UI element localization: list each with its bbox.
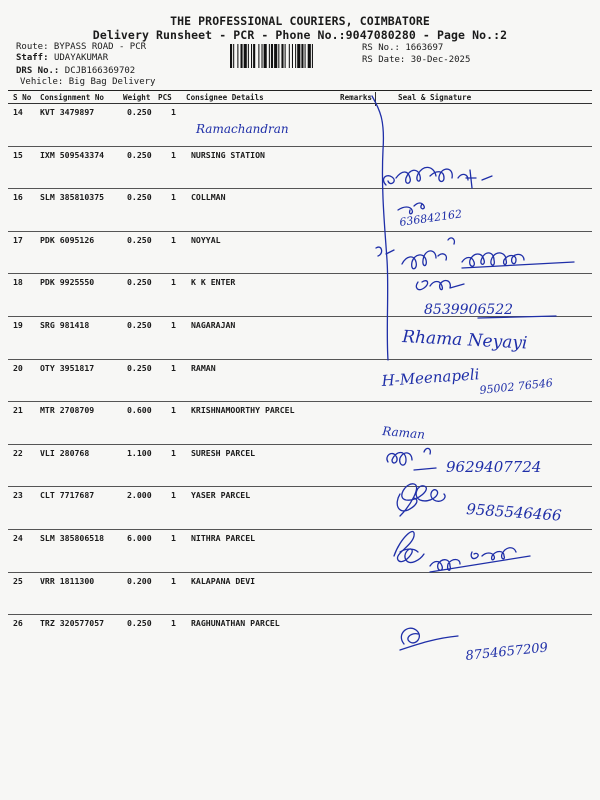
row-sno: 21 [13, 405, 23, 416]
row-pcs: 1 [171, 320, 176, 330]
row-sno: 25 [13, 575, 23, 586]
staff-value: UDAYAKUMAR [53, 53, 109, 63]
row-divider [8, 273, 592, 274]
col-header-pcs: PCS [158, 93, 172, 102]
row-divider [8, 614, 592, 615]
row-consignee: COLLMAN [191, 192, 226, 203]
barcode-bar [301, 44, 303, 68]
handwritten-name-rhama: Rhama Neyayi [401, 327, 528, 354]
handwritten-name-meena: H-Meenapeli [381, 365, 480, 390]
row-weight: 0.250 [127, 320, 152, 330]
route-text: Route: BYPASS ROAD - PCR [16, 42, 147, 52]
row-weight: 0.250 [127, 362, 152, 373]
row-divider [8, 444, 592, 445]
row-consignee: NAGARAJAN [191, 320, 236, 330]
tamil-signature-7-icon [430, 548, 530, 572]
row-consignment-no: SLM 385806518 [40, 533, 105, 543]
barcode-bar [233, 44, 234, 68]
barcode-image [230, 44, 358, 68]
barcode-bar [237, 44, 238, 68]
row-pcs: 1 [171, 447, 176, 458]
row-pcs: 1 [171, 490, 176, 501]
barcode-bar [297, 44, 300, 68]
row-pcs: 1 [171, 405, 176, 416]
row-consignment-no: PDK 9925550 [40, 277, 95, 288]
row-weight: 0.200 [127, 575, 152, 586]
row-sno: 17 [13, 234, 23, 245]
row-sno: 26 [13, 618, 23, 629]
barcode-bar [248, 44, 249, 68]
col-header-consignment: Consignment No [40, 93, 105, 102]
handwritten-name-raman: Raman [381, 424, 426, 442]
scribble-signature-3-icon [400, 628, 458, 650]
row-consignment-no: OTY 3951817 [40, 362, 95, 373]
handwritten-phone-6: 8754657209 [464, 640, 549, 664]
row-sno: 23 [13, 490, 23, 501]
row-consignee: K K ENTER [191, 277, 236, 288]
row-consignment-no: VRR 1811300 [40, 575, 95, 586]
company-title: THE PROFESSIONAL COURIERS, COIMBATORE [170, 14, 430, 28]
row-weight: 0.250 [127, 277, 152, 288]
row-consignment-no: PDK 6095126 [40, 234, 95, 245]
table-top-border [8, 90, 592, 91]
row-weight: 0.250 [127, 618, 152, 629]
row-weight: 2.000 [127, 490, 152, 501]
barcode-bar [230, 44, 232, 68]
handwritten-phone-5: 9585546466 [465, 500, 563, 525]
barcode-bar [269, 44, 270, 68]
runsheet-subtitle: Delivery Runsheet - PCR - Phone No.:9047080280 - Page No.:2 [92, 28, 508, 42]
row-weight: 0.250 [127, 234, 152, 245]
row-consignee: YASER PARCEL [191, 490, 251, 501]
row-sno: 19 [13, 320, 23, 330]
row-sno: 18 [13, 277, 23, 288]
barcode-bar [253, 44, 255, 68]
row-pcs: 1 [171, 533, 176, 543]
row-pcs: 1 [171, 575, 176, 586]
row-weight: 0.250 [127, 149, 152, 160]
row-consignee: RAMAN [191, 362, 216, 373]
row-divider [8, 401, 592, 402]
row-divider [8, 529, 592, 530]
row-consignment-no: KVT 3479897 [40, 107, 95, 117]
scribble-signature-1-icon [397, 484, 445, 516]
rs-date: RS Date: 30-Dec-2025 [362, 55, 471, 65]
row-consignment-no: TRZ 320577057 [40, 618, 105, 629]
barcode-bar [285, 44, 286, 68]
row-pcs: 1 [171, 618, 176, 629]
remarks-divider [375, 92, 376, 106]
barcode-bar [278, 44, 279, 68]
row-consignment-no: CLT 7717687 [40, 490, 95, 501]
row-sno: 14 [13, 107, 23, 117]
barcode-bar [292, 44, 293, 68]
row-consignment-no: SRG 981418 [40, 320, 90, 330]
barcode-bar [271, 44, 273, 68]
barcode-bar [264, 44, 267, 68]
row-pcs: 1 [171, 107, 176, 117]
tamil-signature-1-icon [384, 167, 492, 188]
col-header-weight: Weight [123, 93, 151, 102]
row-consignment-no: SLM 385810375 [40, 192, 105, 203]
table-header-border [8, 103, 592, 104]
row-divider [8, 572, 592, 573]
tamil-signature-4-icon [462, 253, 574, 268]
row-divider [8, 188, 592, 189]
barcode-bar [281, 44, 283, 68]
barcode-bar [308, 44, 311, 68]
tamil-signature-2-icon [398, 203, 424, 214]
scribble-signature-2-icon [394, 532, 424, 563]
row-sno: 15 [13, 149, 23, 160]
tamil-signature-3-icon [376, 238, 454, 269]
row-consignment-no: MTR 2708709 [40, 405, 95, 416]
col-header-remarks: Remarks [340, 93, 373, 102]
barcode-bar [262, 44, 263, 68]
rs-number: RS No.: 1663697 [362, 43, 444, 53]
row-consignment-no: VLI 280768 [40, 447, 90, 458]
barcode-bar [244, 44, 247, 68]
row-pcs: 1 [171, 234, 176, 245]
handwritten-phone-3: 95002 76546 [478, 376, 554, 397]
row-weight: 0.250 [127, 107, 152, 117]
row-pcs: 1 [171, 277, 176, 288]
row-weight: 6.000 [127, 533, 152, 543]
row-weight: 0.250 [127, 192, 152, 203]
vehicle-text: Vehicle: Big Bag Delivery [20, 77, 156, 87]
handwritten-phone-4: 9629407724 [446, 458, 542, 476]
col-header-seal: Seal & Signature [398, 93, 472, 102]
row-consignee: NURSING STATION [191, 149, 265, 160]
barcode-bar [312, 44, 313, 68]
handwritten-name-row14: Ramachandran [196, 122, 289, 136]
barcode-bar [274, 44, 277, 68]
row-consignee: NOYYAL [191, 234, 221, 245]
drs-value: DCJB166369702 [64, 66, 136, 76]
barcode-bar [258, 44, 259, 68]
row-consignee: RAGHUNATHAN PARCEL [191, 618, 280, 629]
diagonal-pen-stroke [372, 96, 388, 360]
staff-line [16, 53, 108, 63]
row-sno: 24 [13, 533, 23, 543]
row-consignee: KALAPANA DEVI [191, 575, 256, 586]
col-header-consignee: Consignee Details [186, 93, 264, 102]
row-divider [8, 146, 592, 147]
col-header-sno: S No [13, 93, 32, 102]
barcode-bar [289, 44, 290, 68]
row-weight: 1.100 [127, 447, 152, 458]
tamil-signature-5-icon [416, 281, 464, 290]
row-pcs: 1 [171, 149, 176, 160]
row-consignee: KRISHNAMOORTHY PARCEL [191, 405, 295, 416]
row-divider [8, 316, 592, 317]
barcode-bar [241, 44, 243, 68]
row-divider [8, 231, 592, 232]
row-sno: 16 [13, 192, 23, 203]
row-divider [8, 486, 592, 487]
handwritten-phone-1: 636842162 [398, 207, 463, 229]
barcode-bar [295, 44, 296, 68]
tamil-signature-6-icon [387, 448, 436, 470]
row-divider [8, 359, 592, 360]
drs-label: DRS No.: [16, 66, 60, 76]
row-consignee: NITHRA PARCEL [191, 533, 256, 543]
row-pcs: 1 [171, 362, 176, 373]
row-consignment-no: IXM 509543374 [40, 149, 105, 160]
row-sno: 22 [13, 447, 23, 458]
row-consignee: SURESH PARCEL [191, 447, 256, 458]
handwritten-phone-2: 8539906522 [424, 302, 514, 318]
row-pcs: 1 [171, 192, 176, 203]
row-sno: 20 [13, 362, 23, 373]
barcode-bar [305, 44, 306, 68]
drs-line [16, 66, 135, 76]
staff-label: Staff: [16, 53, 49, 63]
barcode-bar [251, 44, 252, 68]
row-weight: 0.600 [127, 405, 152, 416]
